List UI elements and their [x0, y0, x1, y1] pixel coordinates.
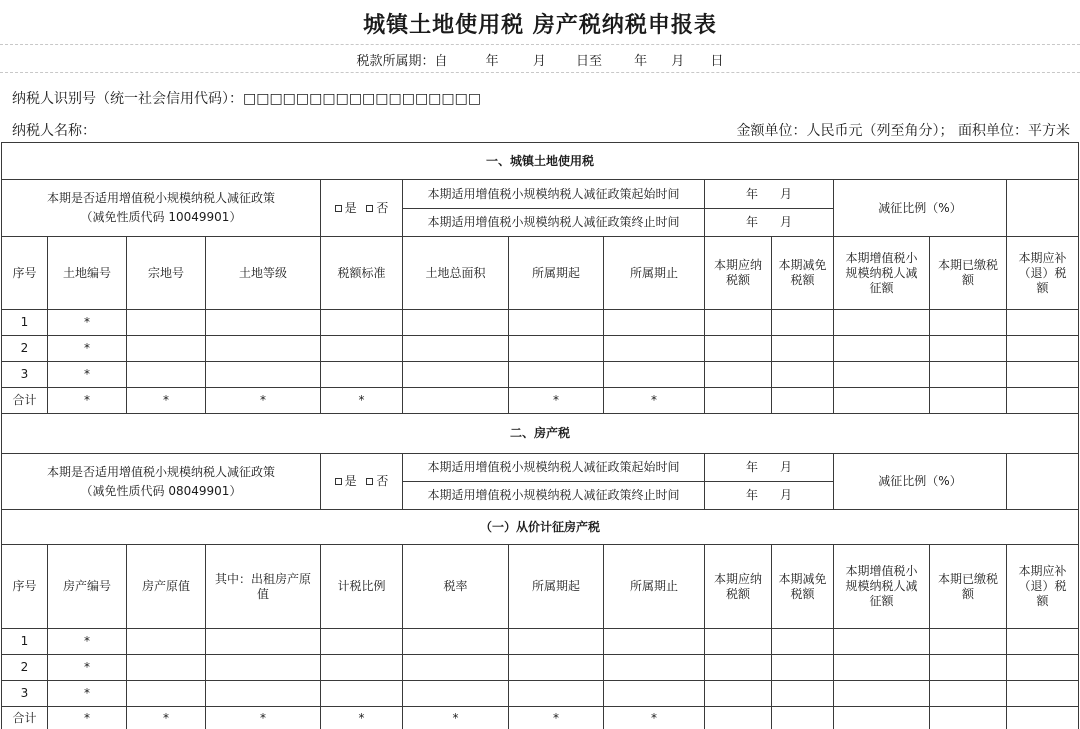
- col-header: 所属期止: [604, 237, 705, 310]
- cell[interactable]: [834, 388, 930, 414]
- cell[interactable]: [403, 388, 509, 414]
- cell[interactable]: [604, 362, 705, 388]
- section1-ratio-value[interactable]: [1007, 180, 1079, 237]
- cell[interactable]: [403, 629, 509, 655]
- section2-yes-no: 是 否: [321, 454, 403, 510]
- subsection-heading-row: [2, 510, 1079, 545]
- cell[interactable]: [705, 310, 772, 336]
- total-row: [2, 707, 1079, 729]
- checkbox-yes[interactable]: [335, 205, 342, 212]
- cell: *: [127, 388, 206, 414]
- cell[interactable]: [772, 362, 834, 388]
- col-header: 宗地号: [127, 237, 206, 310]
- cell: *: [509, 388, 604, 414]
- cell[interactable]: [403, 336, 509, 362]
- cell[interactable]: [604, 336, 705, 362]
- cell[interactable]: [930, 388, 1007, 414]
- cell[interactable]: [772, 629, 834, 655]
- subsection-heading: （一）从价计征房产税: [2, 510, 1079, 545]
- cell[interactable]: [604, 681, 705, 707]
- table-row: [2, 655, 1079, 681]
- cell[interactable]: [403, 362, 509, 388]
- row-seq: 2: [2, 655, 48, 681]
- row-seq: 1: [2, 310, 48, 336]
- col-header: 税额标准: [321, 237, 403, 310]
- cell[interactable]: [772, 681, 834, 707]
- col-header: 本期增值税小规模纳税人减征额: [834, 237, 930, 310]
- col-header: 所属期止: [604, 545, 705, 629]
- cell[interactable]: [321, 655, 403, 681]
- col-header: 本期已缴税额: [930, 237, 1007, 310]
- cell[interactable]: [930, 629, 1007, 655]
- section1-yes-no: 是 否: [321, 180, 403, 237]
- section1-end-date[interactable]: 年 月: [705, 209, 834, 237]
- cell[interactable]: [705, 655, 772, 681]
- col-header: 土地总面积: [403, 237, 509, 310]
- col-header: 本期减免税额: [772, 545, 834, 629]
- section2-end-date[interactable]: 年 月: [705, 482, 834, 510]
- cell[interactable]: [604, 629, 705, 655]
- cell[interactable]: [1007, 655, 1079, 681]
- total-row: [2, 388, 1079, 414]
- cell: *: [48, 655, 127, 681]
- declaration-table: [1, 142, 1079, 729]
- cell[interactable]: [321, 629, 403, 655]
- cell[interactable]: [206, 362, 321, 388]
- cell[interactable]: [1007, 310, 1079, 336]
- cell[interactable]: [930, 336, 1007, 362]
- section2-heading-row: [2, 414, 1079, 454]
- section2-header-row: [2, 545, 1079, 629]
- col-header: 土地等级: [206, 237, 321, 310]
- cell: *: [509, 707, 604, 729]
- cell[interactable]: [772, 310, 834, 336]
- cell[interactable]: [509, 362, 604, 388]
- section2-policy-row: [2, 454, 1079, 482]
- cell[interactable]: [930, 707, 1007, 729]
- cell[interactable]: [1007, 362, 1079, 388]
- divider: [0, 44, 1080, 45]
- cell[interactable]: [127, 629, 206, 655]
- cell[interactable]: [509, 681, 604, 707]
- cell: *: [321, 388, 403, 414]
- section1-heading: 一、城镇土地使用税: [2, 143, 1079, 180]
- section1-end-label: 本期适用增值税小规模纳税人减征政策终止时间: [403, 209, 705, 237]
- section2-ratio-label: 减征比例（%）: [834, 454, 1007, 510]
- cell[interactable]: [127, 681, 206, 707]
- table-row: [2, 681, 1079, 707]
- cell[interactable]: [509, 655, 604, 681]
- units-note: 金额单位：人民币元（列至角分）； 面积单位：平方米: [736, 123, 1070, 139]
- cell: *: [48, 707, 127, 729]
- section2-start-date[interactable]: 年 月: [705, 454, 834, 482]
- cell[interactable]: [1007, 388, 1079, 414]
- cell[interactable]: [403, 310, 509, 336]
- cell[interactable]: [206, 681, 321, 707]
- cell[interactable]: [705, 681, 772, 707]
- cell[interactable]: [321, 362, 403, 388]
- col-header: 本期已缴税额: [930, 545, 1007, 629]
- cell[interactable]: [127, 362, 206, 388]
- cell[interactable]: [1007, 707, 1079, 729]
- col-header: 房产原值: [127, 545, 206, 629]
- taxpayer-id-row: [12, 88, 481, 108]
- cell: *: [48, 388, 127, 414]
- section1-start-label: 本期适用增值税小规模纳税人减征政策起始时间: [403, 180, 705, 209]
- cell[interactable]: [705, 362, 772, 388]
- section2-end-label: 本期适用增值税小规模纳税人减征政策终止时间: [403, 482, 705, 510]
- row-seq: 3: [2, 362, 48, 388]
- col-header: 本期应纳税额: [705, 545, 772, 629]
- section2-heading: 二、房产税: [2, 414, 1079, 454]
- cell[interactable]: [930, 681, 1007, 707]
- cell[interactable]: [930, 655, 1007, 681]
- cell[interactable]: [1007, 336, 1079, 362]
- section1-policy-row: [2, 180, 1079, 209]
- col-header: 土地编号: [48, 237, 127, 310]
- cell[interactable]: [127, 655, 206, 681]
- cell[interactable]: [206, 336, 321, 362]
- section2-policy-question: 本期是否适用增值税小规模纳税人减征政策 （减免性质代码 08049901）: [2, 454, 321, 510]
- tax-period: 税款所属期：自 年 月 日至 年 月 日: [356, 54, 724, 69]
- cell[interactable]: [772, 655, 834, 681]
- table-row: [2, 362, 1079, 388]
- cell: *: [48, 310, 127, 336]
- col-header: 本期应补（退）税额: [1007, 545, 1079, 629]
- row-seq: 1: [2, 629, 48, 655]
- cell[interactable]: [834, 629, 930, 655]
- col-header: 本期应补（退）税额: [1007, 237, 1079, 310]
- cell[interactable]: [604, 655, 705, 681]
- cell[interactable]: [604, 310, 705, 336]
- row-seq: 合计: [2, 388, 48, 414]
- table-row: [2, 336, 1079, 362]
- cell[interactable]: [772, 707, 834, 729]
- cell[interactable]: [403, 681, 509, 707]
- cell: *: [321, 707, 403, 729]
- col-header: 本期应纳税额: [705, 237, 772, 310]
- checkbox-yes[interactable]: [335, 478, 342, 485]
- section1-start-date[interactable]: 年 月: [705, 180, 834, 209]
- col-header: 序号: [2, 545, 48, 629]
- section1-policy-question: 本期是否适用增值税小规模纳税人减征政策 （减免性质代码 10049901）: [2, 180, 321, 237]
- cell[interactable]: [321, 310, 403, 336]
- col-header: 税率: [403, 545, 509, 629]
- col-header: 所属期起: [509, 237, 604, 310]
- cell[interactable]: [705, 629, 772, 655]
- section1-header-row: [2, 237, 1079, 310]
- section1-ratio-label: 减征比例（%）: [834, 180, 1007, 237]
- cell: *: [403, 707, 509, 729]
- col-header: 本期减免税额: [772, 237, 834, 310]
- taxpayer-id-boxes[interactable]: □□□□□□□□□□□□□□□□□□: [243, 91, 482, 107]
- row-seq: 3: [2, 681, 48, 707]
- col-header: 计税比例: [321, 545, 403, 629]
- cell[interactable]: [1007, 681, 1079, 707]
- cell[interactable]: [834, 655, 930, 681]
- table-row: [2, 629, 1079, 655]
- col-header: 序号: [2, 237, 48, 310]
- row-seq: 合计: [2, 707, 48, 729]
- col-header: 房产编号: [48, 545, 127, 629]
- cell[interactable]: [772, 336, 834, 362]
- cell[interactable]: [834, 310, 930, 336]
- cell: *: [604, 388, 705, 414]
- cell[interactable]: [705, 336, 772, 362]
- cell[interactable]: [930, 310, 1007, 336]
- taxpayer-id-label: 纳税人识别号（统一社会信用代码）：: [12, 91, 243, 107]
- cell[interactable]: [509, 629, 604, 655]
- cell[interactable]: [772, 388, 834, 414]
- cell[interactable]: [834, 362, 930, 388]
- cell: *: [604, 707, 705, 729]
- cell[interactable]: [127, 310, 206, 336]
- cell: *: [48, 681, 127, 707]
- form-title: 城镇土地使用税 房产税纳税申报表: [363, 13, 717, 38]
- section2-start-label: 本期适用增值税小规模纳税人减征政策起始时间: [403, 454, 705, 482]
- cell[interactable]: [834, 681, 930, 707]
- cell[interactable]: [834, 336, 930, 362]
- cell[interactable]: [403, 655, 509, 681]
- divider: [0, 72, 1080, 73]
- col-header: 所属期起: [509, 545, 604, 629]
- table-row: [2, 310, 1079, 336]
- section2-ratio-value[interactable]: [1007, 454, 1079, 510]
- cell: *: [127, 707, 206, 729]
- cell: *: [48, 629, 127, 655]
- cell[interactable]: [705, 707, 772, 729]
- col-header: 其中：出租房产原值: [206, 545, 321, 629]
- checkbox-no[interactable]: [366, 205, 373, 212]
- cell[interactable]: [206, 655, 321, 681]
- section1-heading-row: [2, 143, 1079, 180]
- col-header: 本期增值税小规模纳税人减征额: [834, 545, 930, 629]
- row-seq: 2: [2, 336, 48, 362]
- taxpayer-name-label: 纳税人名称：: [12, 123, 96, 139]
- cell[interactable]: [321, 681, 403, 707]
- cell: *: [206, 707, 321, 729]
- cell[interactable]: [321, 336, 403, 362]
- cell: *: [48, 362, 127, 388]
- cell[interactable]: [509, 310, 604, 336]
- checkbox-no[interactable]: [366, 478, 373, 485]
- cell[interactable]: [705, 388, 772, 414]
- cell[interactable]: [206, 629, 321, 655]
- cell[interactable]: [930, 362, 1007, 388]
- cell[interactable]: [509, 336, 604, 362]
- cell[interactable]: [1007, 629, 1079, 655]
- cell[interactable]: [206, 310, 321, 336]
- cell: *: [48, 336, 127, 362]
- cell[interactable]: [834, 707, 930, 729]
- cell: *: [206, 388, 321, 414]
- cell[interactable]: [127, 336, 206, 362]
